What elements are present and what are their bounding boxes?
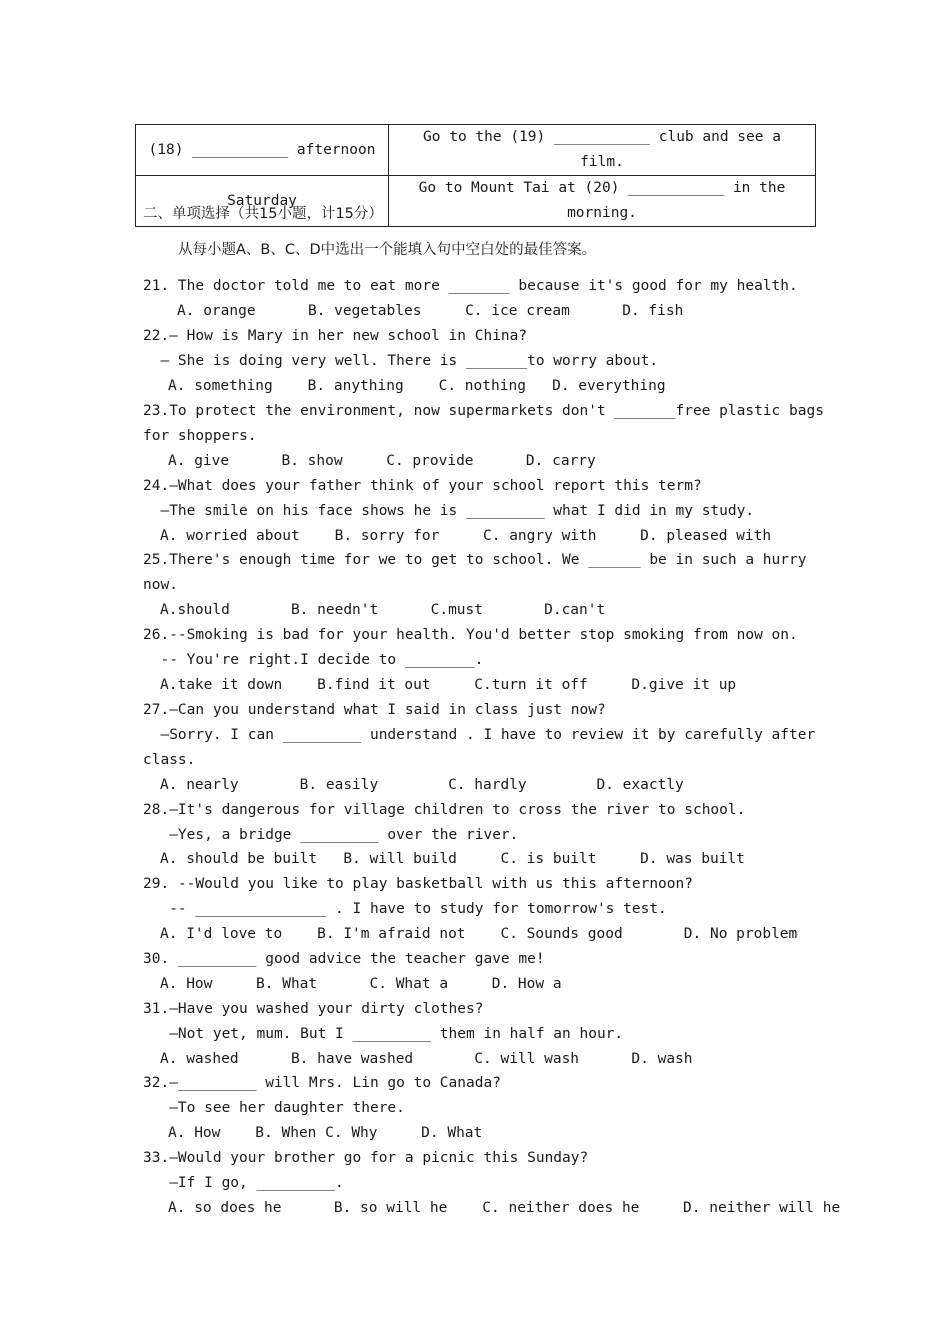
question-stem: 22.— How is Mary in her new school in China? — [143, 328, 528, 344]
question-options: A. so does he B. so will he C. neither does he D. neither will he — [168, 1200, 841, 1216]
question-stem: 31.—Have you washed your dirty clothes? — [143, 1001, 484, 1017]
question-options: A. should be built B. will build C. is built D. was built — [160, 851, 745, 867]
question-options: A. worried about B. sorry for C. angry with D. pleased with — [160, 528, 772, 544]
table-cell-line: Go to Mount Tai at (20) ___________ in the — [418, 180, 786, 196]
question-stem: class. — [143, 752, 196, 768]
question-stem: — She is doing very well. There is _______to worry about. — [143, 353, 659, 369]
question-options: A. How B. What C. What a D. How a — [160, 976, 562, 992]
question-stem: —If I go, _________. — [143, 1175, 344, 1191]
question-options: A. something B. anything C. nothing D. everything — [168, 378, 666, 394]
question-stem: 29. --Would you like to play basketball with us this afternoon? — [143, 876, 693, 892]
question-stem: —Not yet, mum. But I _________ them in half an hour. — [143, 1026, 624, 1042]
section-instruction: 从每小题A、B、C、D中选出一个能填入句中空白处的最佳答案。 — [178, 242, 597, 258]
question-options: A. How B. When C. Why D. What — [168, 1125, 483, 1141]
question-stem: -- You're right.I decide to ________. — [143, 652, 484, 668]
question-stem: 25.There's enough time for we to get to school. We ______ be in such a hurry — [143, 552, 807, 568]
question-stem: 32.—_________ will Mrs. Lin go to Canada? — [143, 1075, 501, 1091]
question-options: A. washed B. have washed C. will wash D. wash — [160, 1051, 693, 1067]
question-options: A. give B. show C. provide D. carry — [168, 453, 596, 469]
question-stem: 27.—Can you understand what I said in class just now? — [143, 702, 606, 718]
question-options: A. orange B. vegetables C. ice cream D. fish — [177, 303, 684, 319]
question-stem: —To see her daughter there. — [143, 1100, 405, 1116]
table-row-label: (18) ___________ afternoon — [136, 125, 389, 176]
table-cell-activity — [389, 176, 816, 227]
question-options: A.should B. needn't C.must D.can't — [160, 602, 606, 618]
question-stem: for shoppers. — [143, 428, 257, 444]
question-stem: 23.To protect the environment, now supermarkets don't _______free plastic bags — [143, 403, 824, 419]
question-stem: 24.—What does your father think of your school report this term? — [143, 478, 702, 494]
question-stem: 30. _________ good advice the teacher gave me! — [143, 951, 545, 967]
section-heading: 二、单项选择（共15小题，计15分） — [143, 206, 383, 222]
question-stem: 21. The doctor told me to eat more _______ because it's good for my health. — [143, 278, 798, 294]
question-options: A. nearly B. easily C. hardly D. exactly — [160, 777, 684, 793]
question-stem: 26.--Smoking is bad for your health. You'd better stop smoking from now on. — [143, 627, 798, 643]
question-stem: —The smile on his face shows he is _________ what I did in my study. — [143, 503, 755, 519]
question-stem: 33.—Would your brother go for a picnic this Sunday? — [143, 1150, 589, 1166]
question-stem: —Yes, a bridge _________ over the river. — [143, 827, 519, 843]
question-stem: -- _______________ . I have to study for tomorrow's test. — [143, 901, 667, 917]
question-options: A.take it down B.find it out C.turn it off D.give it up — [160, 677, 737, 693]
question-stem: now. — [143, 577, 178, 593]
table-row-label: Saturday — [136, 176, 389, 227]
table-cell-line: morning. — [567, 205, 637, 221]
question-stem: 28.—It's dangerous for village children to cross the river to school. — [143, 802, 746, 818]
question-stem: —Sorry. I can _________ understand . I have to review it by carefully after — [143, 727, 816, 743]
table-cell-activity: Go to the (19) ___________ club and see a film. — [389, 125, 816, 176]
question-options: A. I'd love to B. I'm afraid not C. Sounds good D. No problem — [160, 926, 798, 942]
